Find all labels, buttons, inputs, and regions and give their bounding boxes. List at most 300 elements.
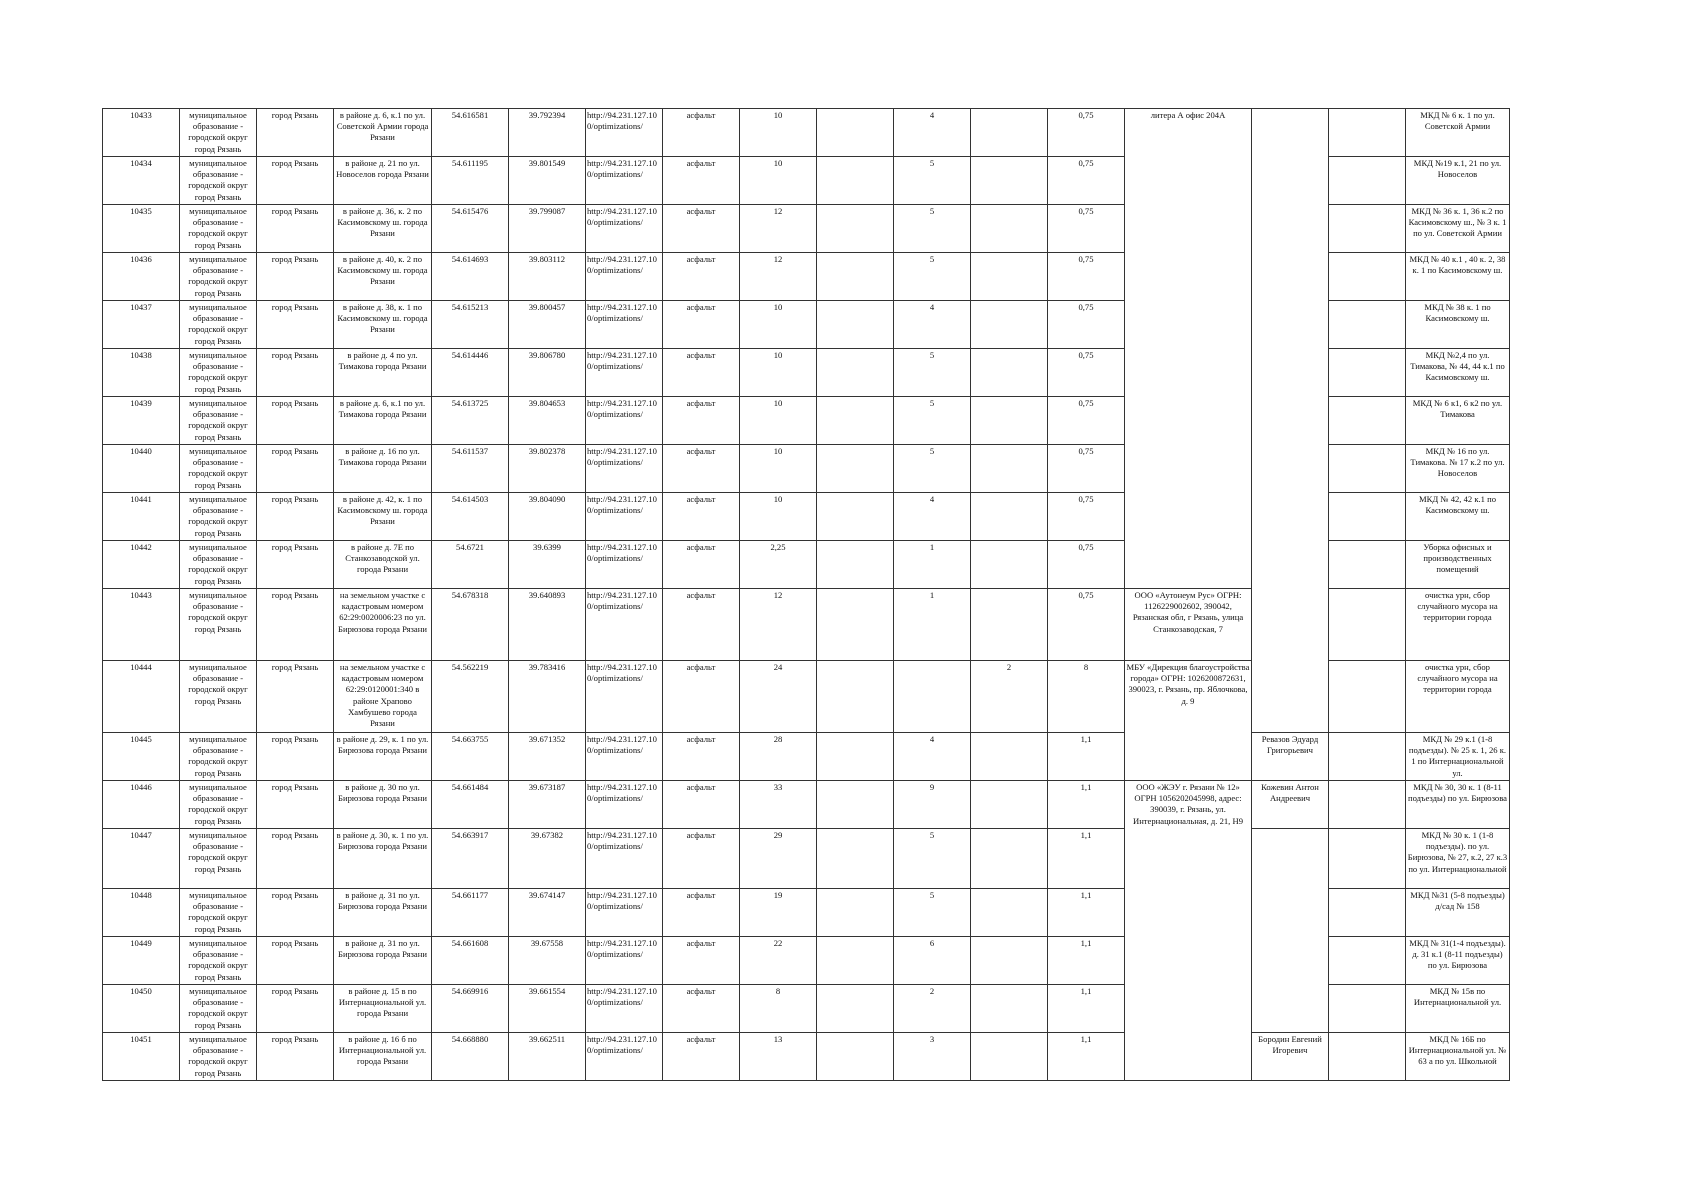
latitude-cell: 54.668880 xyxy=(432,1033,509,1081)
city-cell: город Рязань xyxy=(257,349,334,397)
volume-cell: 1,1 xyxy=(1048,829,1125,889)
empty-cell xyxy=(1329,541,1406,589)
address-cell: в районе д. 6, к.1 по ул. Советской Армии города Рязани xyxy=(334,109,432,157)
surface-cell: асфальт xyxy=(663,1033,740,1081)
longitude-cell: 39.640893 xyxy=(509,589,586,661)
surface-cell: асфальт xyxy=(663,733,740,781)
surface-cell: асфальт xyxy=(663,445,740,493)
map-link[interactable]: http://94.231.127.10 0/optimizations/ xyxy=(586,937,663,985)
bunker-cell xyxy=(971,889,1048,937)
empty-cell xyxy=(1329,205,1406,253)
row-id: 10440 xyxy=(103,445,180,493)
operator-cell: литера А офис 204А xyxy=(1125,109,1252,589)
empty-cell xyxy=(817,301,894,349)
contact-cell: Кожевин Антон Андреевич xyxy=(1252,781,1329,829)
surface-cell: асфальт xyxy=(663,205,740,253)
containers-cell: 5 xyxy=(894,829,971,889)
bunker-cell xyxy=(971,445,1048,493)
address-cell: в районе д. 40, к. 2 по Касимовскому ш. города Рязани xyxy=(334,253,432,301)
longitude-cell: 39.6399 xyxy=(509,541,586,589)
longitude-cell: 39.804090 xyxy=(509,493,586,541)
longitude-cell: 39.662511 xyxy=(509,1033,586,1081)
latitude-cell: 54.615213 xyxy=(432,301,509,349)
area-cell: 29 xyxy=(740,829,817,889)
surface-cell: асфальт xyxy=(663,985,740,1033)
row-id: 10433 xyxy=(103,109,180,157)
bunker-cell xyxy=(971,253,1048,301)
owner-cell: муниципальное образование - городской округ город Рязань xyxy=(180,493,257,541)
owner-cell: муниципальное образование - городской округ город Рязань xyxy=(180,397,257,445)
bunker-cell xyxy=(971,301,1048,349)
area-cell: 10 xyxy=(740,493,817,541)
address-cell: в районе д. 38, к. 1 по Касимовскому ш. города Рязани xyxy=(334,301,432,349)
area-cell: 24 xyxy=(740,661,817,733)
row-id: 10451 xyxy=(103,1033,180,1081)
volume-cell: 1,1 xyxy=(1048,1033,1125,1081)
containers-cell: 2 xyxy=(894,985,971,1033)
city-cell: город Рязань xyxy=(257,985,334,1033)
containers-cell: 5 xyxy=(894,889,971,937)
surface-cell: асфальт xyxy=(663,397,740,445)
map-link[interactable]: http://94.231.127.10 0/optimizations/ xyxy=(586,445,663,493)
bunker-cell xyxy=(971,937,1048,985)
surface-cell: асфальт xyxy=(663,541,740,589)
bunker-cell xyxy=(971,733,1048,781)
volume-cell: 0,75 xyxy=(1048,349,1125,397)
empty-cell xyxy=(1329,445,1406,493)
empty-cell xyxy=(1329,493,1406,541)
area-cell: 12 xyxy=(740,253,817,301)
address-cell: в районе д. 16 по ул. Тимакова города Рязани xyxy=(334,445,432,493)
waste-source-cell: МКД № 36 к. 1, 36 к.2 по Касимовскому ш., № 3 к. 1 по ул. Советской Армии xyxy=(1406,205,1510,253)
address-cell: в районе д. 31 по ул. Бирюзова города Рязани xyxy=(334,889,432,937)
row-id: 10449 xyxy=(103,937,180,985)
empty-cell xyxy=(1329,661,1406,733)
map-link[interactable]: http://94.231.127.10 0/optimizations/ xyxy=(586,253,663,301)
empty-cell xyxy=(1329,253,1406,301)
surface-cell: асфальт xyxy=(663,349,740,397)
volume-cell: 0,75 xyxy=(1048,541,1125,589)
map-link[interactable]: http://94.231.127.10 0/optimizations/ xyxy=(586,733,663,781)
waste-source-cell: МКД № 30, 30 к. 1 (8-11 подъезды) по ул. Бирюзова xyxy=(1406,781,1510,829)
operator-cell: ООО «ЖЭУ г. Рязани № 12» ОГРН 1056202045998, адрес: 390039, г. Рязань, ул. Интернациональная, д. 21, Н9 xyxy=(1125,781,1252,1081)
empty-cell xyxy=(817,1033,894,1081)
row-id: 10448 xyxy=(103,889,180,937)
empty-cell xyxy=(1329,733,1406,781)
containers-cell: 4 xyxy=(894,109,971,157)
area-cell: 19 xyxy=(740,889,817,937)
volume-cell: 0,75 xyxy=(1048,109,1125,157)
longitude-cell: 39.792394 xyxy=(509,109,586,157)
containers-cell: 6 xyxy=(894,937,971,985)
area-cell: 13 xyxy=(740,1033,817,1081)
bunker-cell: 2 xyxy=(971,661,1048,733)
map-link[interactable]: http://94.231.127.10 0/optimizations/ xyxy=(586,301,663,349)
map-link[interactable]: http://94.231.127.10 0/optimizations/ xyxy=(586,829,663,889)
city-cell: город Рязань xyxy=(257,205,334,253)
waste-source-cell: МКД № 16Б по Интернациональной ул. № 63 а по ул. Школьной xyxy=(1406,1033,1510,1081)
map-link[interactable]: http://94.231.127.10 0/optimizations/ xyxy=(586,109,663,157)
waste-source-cell: МКД № 42, 42 к.1 по Касимовскому ш. xyxy=(1406,493,1510,541)
row-id: 10446 xyxy=(103,781,180,829)
city-cell: город Рязань xyxy=(257,733,334,781)
containers-cell: 9 xyxy=(894,781,971,829)
containers-cell: 3 xyxy=(894,1033,971,1081)
map-link[interactable]: http://94.231.127.10 0/optimizations/ xyxy=(586,661,663,733)
longitude-cell: 39.801549 xyxy=(509,157,586,205)
waste-source-cell: МКД №2,4 по ул. Тимакова, № 44, 44 к.1 по Касимовскому ш. xyxy=(1406,349,1510,397)
address-cell: на земельном участке с кадастровым номером 62:29:0120001:340 в районе Храпово Хамбушево города Рязани xyxy=(334,661,432,733)
address-cell: на земельном участке с кадастровым номером 62:29:0020006:23 по ул. Бирюзова города Рязани xyxy=(334,589,432,661)
containers-cell: 5 xyxy=(894,397,971,445)
longitude-cell: 39.799087 xyxy=(509,205,586,253)
row-id: 10435 xyxy=(103,205,180,253)
longitude-cell: 39.803112 xyxy=(509,253,586,301)
waste-source-cell: МКД № 29 к.1 (1-8 подъезды). № 25 к. 1, 26 к. 1 по Интернациональной ул. xyxy=(1406,733,1510,781)
city-cell: город Рязань xyxy=(257,781,334,829)
volume-cell: 0,75 xyxy=(1048,493,1125,541)
row-id: 10434 xyxy=(103,157,180,205)
waste-source-cell: МКД № 40 к.1 , 40 к. 2, 38 к. 1 по Касимовскому ш. xyxy=(1406,253,1510,301)
longitude-cell: 39.802378 xyxy=(509,445,586,493)
owner-cell: муниципальное образование - городской округ город Рязань xyxy=(180,985,257,1033)
map-link[interactable]: http://94.231.127.10 0/optimizations/ xyxy=(586,985,663,1033)
volume-cell: 0,75 xyxy=(1048,445,1125,493)
operator-cell: ООО «Аутонеум Рус» ОГРН: 1126229002602, 390042, Рязанская обл, г Рязань, улица Станкозаводская, 7 xyxy=(1125,589,1252,661)
latitude-cell: 54.615476 xyxy=(432,205,509,253)
map-link[interactable]: http://94.231.127.10 0/optimizations/ xyxy=(586,541,663,589)
area-cell: 12 xyxy=(740,205,817,253)
table-row xyxy=(103,733,1510,781)
empty-cell xyxy=(817,589,894,661)
area-cell: 10 xyxy=(740,397,817,445)
bunker-cell xyxy=(971,781,1048,829)
empty-cell xyxy=(817,445,894,493)
city-cell: город Рязань xyxy=(257,1033,334,1081)
owner-cell: муниципальное образование - городской округ город Рязань xyxy=(180,253,257,301)
owner-cell: муниципальное образование - городской округ город Рязань xyxy=(180,541,257,589)
volume-cell: 1,1 xyxy=(1048,985,1125,1033)
empty-cell xyxy=(817,937,894,985)
area-cell: 12 xyxy=(740,589,817,661)
owner-cell: муниципальное образование - городской округ город Рязань xyxy=(180,1033,257,1081)
latitude-cell: 54.611195 xyxy=(432,157,509,205)
empty-cell xyxy=(817,109,894,157)
containers-cell: 4 xyxy=(894,301,971,349)
bunker-cell xyxy=(971,205,1048,253)
empty-cell xyxy=(1329,397,1406,445)
volume-cell: 0,75 xyxy=(1048,157,1125,205)
longitude-cell: 39.804653 xyxy=(509,397,586,445)
row-id: 10442 xyxy=(103,541,180,589)
bunker-cell xyxy=(971,493,1048,541)
owner-cell: муниципальное образование - городской округ город Рязань xyxy=(180,157,257,205)
row-id: 10443 xyxy=(103,589,180,661)
waste-source-cell: МКД № 6 к1, 6 к2 по ул. Тимакова xyxy=(1406,397,1510,445)
city-cell: город Рязань xyxy=(257,397,334,445)
owner-cell: муниципальное образование - городской округ город Рязань xyxy=(180,733,257,781)
empty-cell xyxy=(817,157,894,205)
map-link[interactable]: http://94.231.127.10 0/optimizations/ xyxy=(586,781,663,829)
bunker-cell xyxy=(971,397,1048,445)
area-cell: 8 xyxy=(740,985,817,1033)
latitude-cell: 54.614693 xyxy=(432,253,509,301)
empty-cell xyxy=(817,985,894,1033)
area-cell: 22 xyxy=(740,937,817,985)
city-cell: город Рязань xyxy=(257,157,334,205)
empty-cell xyxy=(1329,301,1406,349)
volume-cell: 1,1 xyxy=(1048,733,1125,781)
contact-cell: Бородин Евгений Игоревич xyxy=(1252,1033,1329,1081)
volume-cell: 0,75 xyxy=(1048,589,1125,661)
surface-cell: асфальт xyxy=(663,829,740,889)
owner-cell: муниципальное образование - городской округ город Рязань xyxy=(180,445,257,493)
waste-source-cell: Уборка офисных и производственных помещений xyxy=(1406,541,1510,589)
empty-cell xyxy=(817,661,894,733)
bunker-cell xyxy=(971,349,1048,397)
containers-cell: 5 xyxy=(894,157,971,205)
contact-cell xyxy=(1252,109,1329,733)
row-id: 10441 xyxy=(103,493,180,541)
address-cell: в районе д. 36, к. 2 по Касимовскому ш. города Рязани xyxy=(334,205,432,253)
longitude-cell: 39.673187 xyxy=(509,781,586,829)
longitude-cell: 39.674147 xyxy=(509,889,586,937)
longitude-cell: 39.806780 xyxy=(509,349,586,397)
empty-cell xyxy=(1329,937,1406,985)
containers-cell: 1 xyxy=(894,541,971,589)
empty-cell xyxy=(817,397,894,445)
latitude-cell: 54.614446 xyxy=(432,349,509,397)
row-id: 10450 xyxy=(103,985,180,1033)
empty-cell xyxy=(817,541,894,589)
empty-cell xyxy=(1329,889,1406,937)
waste-source-cell: МКД №31 (5-8 подъезды) д/сад № 158 xyxy=(1406,889,1510,937)
longitude-cell: 39.800457 xyxy=(509,301,586,349)
city-cell: город Рязань xyxy=(257,889,334,937)
row-id: 10436 xyxy=(103,253,180,301)
empty-cell xyxy=(817,829,894,889)
waste-source-cell: МКД № 15в по Интернациональной ул. xyxy=(1406,985,1510,1033)
containers-cell: 5 xyxy=(894,445,971,493)
address-cell: в районе д. 29, к. 1 по ул. Бирюзова города Рязани xyxy=(334,733,432,781)
volume-cell: 1,1 xyxy=(1048,937,1125,985)
surface-cell: асфальт xyxy=(663,889,740,937)
address-cell: в районе д. 15 в по Интернациональной ул. города Рязани xyxy=(334,985,432,1033)
city-cell: город Рязань xyxy=(257,109,334,157)
owner-cell: муниципальное образование - городской округ город Рязань xyxy=(180,205,257,253)
empty-cell xyxy=(1329,1033,1406,1081)
area-cell: 10 xyxy=(740,157,817,205)
owner-cell: муниципальное образование - городской округ город Рязань xyxy=(180,781,257,829)
address-cell: в районе д. 30 по ул. Бирюзова города Рязани xyxy=(334,781,432,829)
volume-cell: 1,1 xyxy=(1048,781,1125,829)
waste-source-cell: МКД № 31(1-4 подъезды). д. 31 к.1 (8-11 подъезды) по ул. Бирюзова xyxy=(1406,937,1510,985)
empty-cell xyxy=(817,349,894,397)
longitude-cell: 39.671352 xyxy=(509,733,586,781)
waste-source-cell: МКД №19 к.1, 21 по ул. Новоселов xyxy=(1406,157,1510,205)
address-cell: в районе д. 16 б по Интернациональной ул. города Рязани xyxy=(334,1033,432,1081)
longitude-cell: 39.661554 xyxy=(509,985,586,1033)
map-link[interactable]: http://94.231.127.10 0/optimizations/ xyxy=(586,1033,663,1081)
empty-cell xyxy=(1329,781,1406,829)
table-row xyxy=(103,109,1510,157)
contact-cell: Ревазов Эдуард Григорьевич xyxy=(1252,733,1329,781)
volume-cell: 0,75 xyxy=(1048,301,1125,349)
empty-cell xyxy=(817,493,894,541)
containers-cell: 5 xyxy=(894,349,971,397)
empty-cell xyxy=(1329,157,1406,205)
latitude-cell: 54.6721 xyxy=(432,541,509,589)
empty-cell xyxy=(817,781,894,829)
containers-cell: 4 xyxy=(894,493,971,541)
area-cell: 28 xyxy=(740,733,817,781)
containers-cell xyxy=(894,661,971,733)
bunker-cell xyxy=(971,109,1048,157)
area-cell: 10 xyxy=(740,301,817,349)
map-link[interactable]: http://94.231.127.10 0/optimizations/ xyxy=(586,349,663,397)
table-row xyxy=(103,1033,1510,1081)
empty-cell xyxy=(1329,985,1406,1033)
city-cell: город Рязань xyxy=(257,445,334,493)
surface-cell: асфальт xyxy=(663,109,740,157)
row-id: 10444 xyxy=(103,661,180,733)
longitude-cell: 39.783416 xyxy=(509,661,586,733)
registry-table xyxy=(102,108,1510,1081)
empty-cell xyxy=(1329,829,1406,889)
map-link[interactable]: http://94.231.127.10 0/optimizations/ xyxy=(586,157,663,205)
city-cell: город Рязань xyxy=(257,493,334,541)
volume-cell: 0,75 xyxy=(1048,253,1125,301)
latitude-cell: 54.663917 xyxy=(432,829,509,889)
owner-cell: муниципальное образование - городской округ город Рязань xyxy=(180,661,257,733)
area-cell: 10 xyxy=(740,349,817,397)
containers-cell: 5 xyxy=(894,205,971,253)
latitude-cell: 54.562219 xyxy=(432,661,509,733)
table-row xyxy=(103,781,1510,829)
address-cell: в районе д. 42, к. 1 по Касимовскому ш. города Рязани xyxy=(334,493,432,541)
row-id: 10439 xyxy=(103,397,180,445)
latitude-cell: 54.616581 xyxy=(432,109,509,157)
row-id: 10437 xyxy=(103,301,180,349)
waste-source-cell: МКД № 30 к. 1 (1-8 подъезды). по ул. Бирюзова, № 27, к.2, 27 к.3 по ул. Интернациональной xyxy=(1406,829,1510,889)
owner-cell: муниципальное образование - городской округ город Рязань xyxy=(180,349,257,397)
address-cell: в районе д. 30, к. 1 по ул. Бирюзова города Рязани xyxy=(334,829,432,889)
city-cell: город Рязань xyxy=(257,589,334,661)
owner-cell: муниципальное образование - городской округ город Рязань xyxy=(180,937,257,985)
latitude-cell: 54.661608 xyxy=(432,937,509,985)
address-cell: в районе д. 31 по ул. Бирюзова города Рязани xyxy=(334,937,432,985)
longitude-cell: 39.67558 xyxy=(509,937,586,985)
row-id: 10445 xyxy=(103,733,180,781)
empty-cell xyxy=(817,205,894,253)
address-cell: в районе д. 6, к.1 по ул. Тимакова города Рязани xyxy=(334,397,432,445)
volume-cell: 1,1 xyxy=(1048,889,1125,937)
waste-source-cell: МКД № 6 к. 1 по ул. Советской Армии xyxy=(1406,109,1510,157)
owner-cell: муниципальное образование - городской округ город Рязань xyxy=(180,109,257,157)
area-cell: 10 xyxy=(740,109,817,157)
area-cell: 2,25 xyxy=(740,541,817,589)
surface-cell: асфальт xyxy=(663,781,740,829)
address-cell: в районе д. 21 по ул. Новоселов города Рязани xyxy=(334,157,432,205)
city-cell: город Рязань xyxy=(257,253,334,301)
bunker-cell xyxy=(971,589,1048,661)
table-row xyxy=(103,829,1510,889)
owner-cell: муниципальное образование - городской округ город Рязань xyxy=(180,301,257,349)
empty-cell xyxy=(817,889,894,937)
surface-cell: асфальт xyxy=(663,937,740,985)
waste-source-cell: очистка урн, сбор случайного мусора на территории города xyxy=(1406,589,1510,661)
latitude-cell: 54.611537 xyxy=(432,445,509,493)
bunker-cell xyxy=(971,157,1048,205)
volume-cell: 0,75 xyxy=(1048,205,1125,253)
empty-cell xyxy=(1329,589,1406,661)
latitude-cell: 54.661177 xyxy=(432,889,509,937)
empty-cell xyxy=(817,733,894,781)
map-link[interactable]: http://94.231.127.10 0/optimizations/ xyxy=(586,493,663,541)
containers-cell: 4 xyxy=(894,733,971,781)
map-link[interactable]: http://94.231.127.10 0/optimizations/ xyxy=(586,205,663,253)
owner-cell: муниципальное образование - городской округ город Рязань xyxy=(180,889,257,937)
address-cell: в районе д. 7Е по Станкозаводской ул. города Рязани xyxy=(334,541,432,589)
owner-cell: муниципальное образование - городской округ город Рязань xyxy=(180,589,257,661)
waste-source-cell: МКД № 16 по ул. Тимакова. № 17 к.2 по ул. Новоселов xyxy=(1406,445,1510,493)
bunker-cell xyxy=(971,541,1048,589)
waste-source-cell: МКД № 38 к. 1 по Касимовскому ш. xyxy=(1406,301,1510,349)
row-id: 10438 xyxy=(103,349,180,397)
volume-cell: 8 xyxy=(1048,661,1125,733)
surface-cell: асфальт xyxy=(663,589,740,661)
owner-cell: муниципальное образование - городской округ город Рязань xyxy=(180,829,257,889)
city-cell: город Рязань xyxy=(257,937,334,985)
city-cell: город Рязань xyxy=(257,829,334,889)
longitude-cell: 39.67382 xyxy=(509,829,586,889)
latitude-cell: 54.614503 xyxy=(432,493,509,541)
area-cell: 33 xyxy=(740,781,817,829)
map-link[interactable]: http://94.231.127.10 0/optimizations/ xyxy=(586,889,663,937)
map-link[interactable]: http://94.231.127.10 0/optimizations/ xyxy=(586,589,663,661)
latitude-cell: 54.613725 xyxy=(432,397,509,445)
containers-cell: 1 xyxy=(894,589,971,661)
empty-cell xyxy=(1329,349,1406,397)
address-cell: в районе д. 4 по ул. Тимакова города Рязани xyxy=(334,349,432,397)
empty-cell xyxy=(1329,109,1406,157)
city-cell: город Рязань xyxy=(257,301,334,349)
waste-source-cell: очистка урн, сбор случайного мусора на территории города xyxy=(1406,661,1510,733)
area-cell: 10 xyxy=(740,445,817,493)
surface-cell: асфальт xyxy=(663,253,740,301)
bunker-cell xyxy=(971,829,1048,889)
volume-cell: 0,75 xyxy=(1048,397,1125,445)
operator-cell: МБУ «Дирекция благоустройства города» ОГРН: 1026200872631, 390023, г. Рязань, пр. Яблочкова, д. 9 xyxy=(1125,661,1252,781)
bunker-cell xyxy=(971,1033,1048,1081)
latitude-cell: 54.661484 xyxy=(432,781,509,829)
latitude-cell: 54.678318 xyxy=(432,589,509,661)
row-id: 10447 xyxy=(103,829,180,889)
city-cell: город Рязань xyxy=(257,661,334,733)
surface-cell: асфальт xyxy=(663,661,740,733)
surface-cell: асфальт xyxy=(663,301,740,349)
surface-cell: асфальт xyxy=(663,493,740,541)
surface-cell: асфальт xyxy=(663,157,740,205)
empty-cell xyxy=(817,253,894,301)
latitude-cell: 54.669916 xyxy=(432,985,509,1033)
bunker-cell xyxy=(971,985,1048,1033)
latitude-cell: 54.663755 xyxy=(432,733,509,781)
containers-cell: 5 xyxy=(894,253,971,301)
contact-cell xyxy=(1252,829,1329,1033)
city-cell: город Рязань xyxy=(257,541,334,589)
map-link[interactable]: http://94.231.127.10 0/optimizations/ xyxy=(586,397,663,445)
